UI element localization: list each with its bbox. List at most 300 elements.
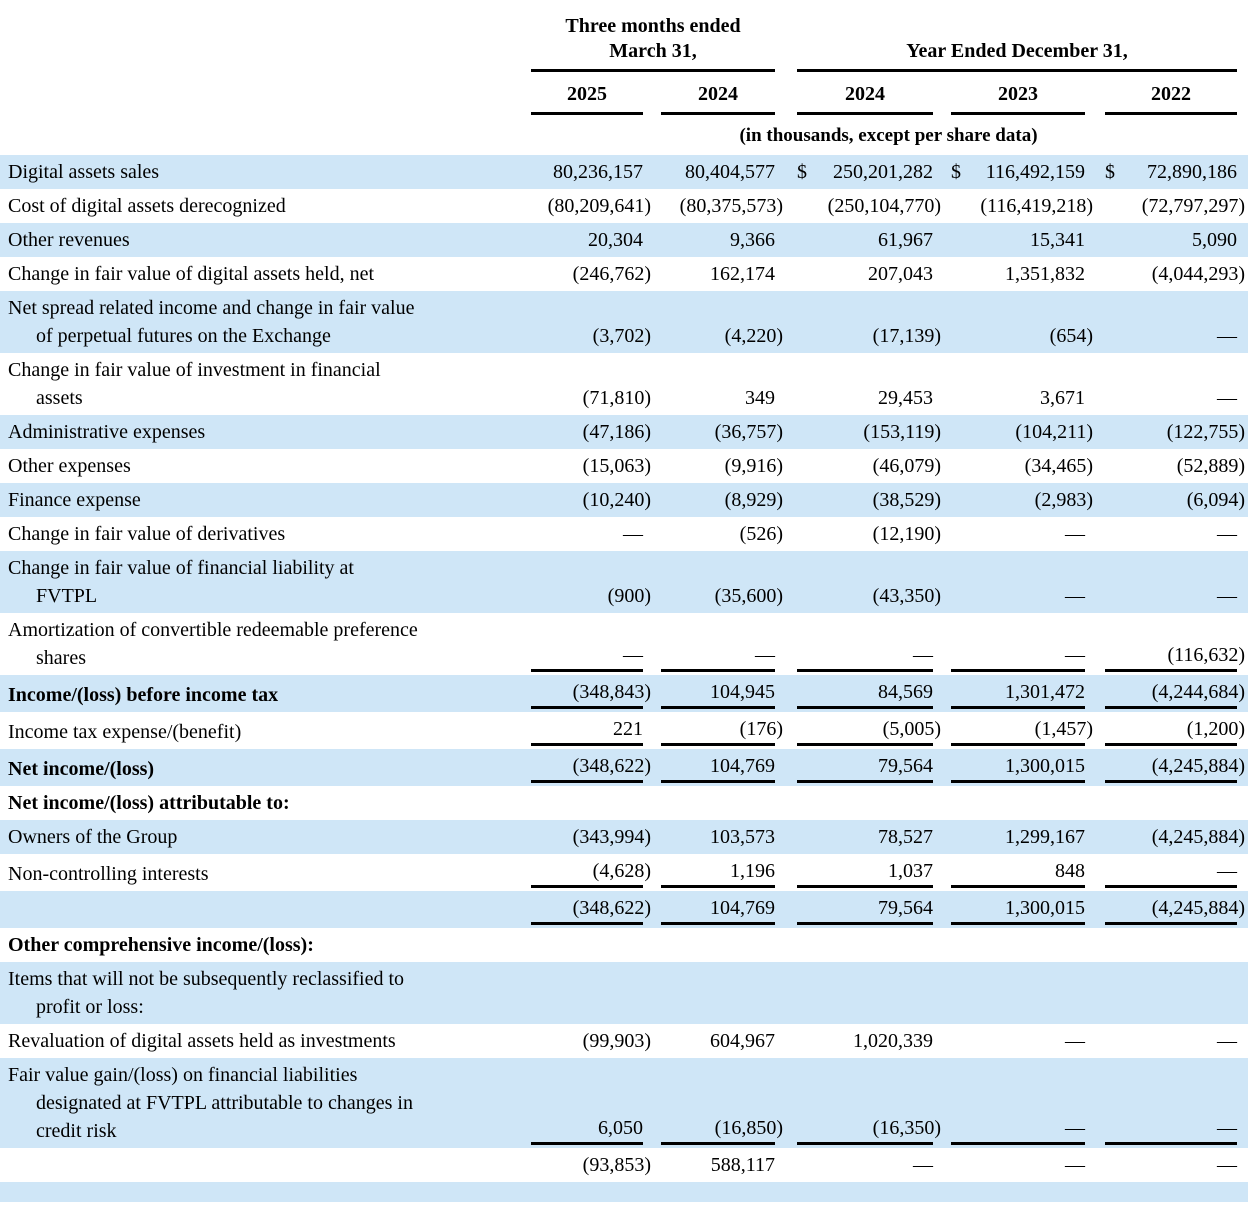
value-cell [933, 928, 1085, 962]
value-number: (9,916) [724, 455, 783, 477]
value-cell [775, 1024, 933, 1058]
value-cell [775, 155, 933, 189]
value-cell [643, 891, 775, 928]
label-column-spacer [0, 0, 529, 72]
row-label [0, 223, 529, 257]
row-label-line: Amortization of convertible redeemable preference [8, 619, 418, 641]
value-cell [1085, 1148, 1248, 1182]
table-row [0, 962, 1248, 1024]
value-cell [529, 483, 651, 517]
value-cell [933, 223, 1085, 257]
group1-line1: Three months ended [565, 15, 741, 37]
value-cell [529, 749, 651, 786]
value-cell [775, 353, 933, 415]
table-row [0, 854, 1248, 891]
row-label [0, 928, 529, 962]
value-number: — [623, 644, 643, 666]
row-label [0, 749, 529, 786]
value-number: (1,457) [1034, 718, 1093, 740]
value-cell [643, 928, 775, 962]
row-label [0, 483, 529, 517]
value-number: 72,890,186 [1147, 161, 1238, 183]
value-cell [643, 820, 775, 854]
value-cell [775, 415, 941, 449]
value-number: (654) [1049, 325, 1093, 347]
value-number: (4,220) [724, 325, 783, 347]
row-label [0, 189, 529, 223]
value-number: (250,104,770) [827, 195, 941, 217]
row-label-line: Revaluation of digital assets held as investments [8, 1030, 396, 1052]
value-cell [933, 962, 1085, 1024]
table-row [0, 551, 1248, 613]
group2-label: Year Ended December 31, [906, 40, 1128, 62]
value-number: 1,351,832 [1005, 263, 1085, 285]
value-number: 349 [745, 387, 775, 409]
value-cell [933, 483, 1093, 517]
value-number: (176) [739, 718, 783, 740]
table-row [0, 353, 1248, 415]
value-number: (343,994) [572, 826, 651, 848]
row-label-line: Non-controlling interests [8, 863, 209, 885]
value-cell [933, 155, 1085, 189]
value-number: (16,350) [872, 1117, 941, 1139]
table-row [0, 257, 1248, 291]
value-number: — [913, 644, 933, 666]
value-cell [775, 257, 933, 291]
value-cell [643, 1058, 783, 1148]
value-cell [1085, 257, 1248, 291]
value-number: (36,757) [714, 421, 783, 443]
value-number: (38,529) [872, 489, 941, 511]
column-group-row [0, 0, 1248, 72]
value-number: 588,117 [710, 1154, 775, 1176]
value-cell [933, 291, 1093, 353]
value-cell [933, 551, 1085, 613]
row-label [0, 1148, 529, 1182]
value-cell [1085, 1024, 1248, 1058]
value-number: 604,967 [710, 1030, 775, 1052]
value-cell [1085, 291, 1248, 353]
row-label [0, 786, 529, 820]
value-cell [775, 223, 933, 257]
value-number: 207,043 [868, 263, 933, 285]
value-number: — [913, 1154, 933, 1176]
row-label-line: Other revenues [8, 229, 130, 251]
column-header-2023: 2023 [933, 72, 1085, 115]
value-number: (93,853) [582, 1154, 651, 1176]
value-number: — [1217, 585, 1238, 607]
value-cell [775, 675, 933, 712]
label-column-spacer [0, 115, 529, 155]
row-label [0, 449, 529, 483]
value-cell [775, 891, 933, 928]
value-number: (4,244,684) [1151, 681, 1246, 703]
row-label-line: Net income/(loss) attributable to: [8, 792, 290, 814]
value-cell [933, 517, 1085, 551]
value-cell [775, 820, 933, 854]
row-label-line: FVTPL [36, 585, 98, 607]
value-cell [643, 712, 783, 749]
value-cell [933, 891, 1085, 928]
row-label [0, 675, 529, 712]
value-number: (900) [607, 585, 651, 607]
value-cell [529, 962, 643, 1024]
value-cell [933, 257, 1085, 291]
value-number: (17,139) [872, 325, 941, 347]
value-cell [643, 257, 775, 291]
value-cell [775, 483, 941, 517]
value-cell [643, 1024, 775, 1058]
value-cell [529, 517, 643, 551]
value-cell [529, 415, 651, 449]
row-label-line: Items that will not be subsequently reclassified to [8, 968, 405, 990]
value-cell [529, 353, 651, 415]
value-number: — [1217, 860, 1238, 882]
value-cell [775, 551, 941, 613]
value-number: (16,850) [714, 1117, 783, 1139]
value-number: (52,889) [1176, 455, 1246, 477]
table-body [0, 155, 1248, 1182]
value-number: (15,063) [582, 455, 651, 477]
value-cell [933, 1148, 1085, 1182]
value-number: — [1217, 387, 1238, 409]
row-label [0, 962, 529, 1024]
row-label-line: Administrative expenses [8, 421, 206, 443]
table-row [0, 613, 1248, 675]
value-cell [529, 613, 643, 675]
value-cell [775, 189, 941, 223]
value-cell [1085, 712, 1248, 749]
value-number: (43,350) [872, 585, 941, 607]
value-cell [1085, 786, 1248, 820]
row-label-line: Other expenses [8, 455, 131, 477]
row-label-line: profit or loss: [36, 996, 144, 1018]
value-number: 104,769 [710, 897, 775, 919]
table-row [0, 155, 1248, 189]
value-cell [775, 449, 941, 483]
value-cell [1085, 155, 1248, 189]
value-number: 80,236,157 [553, 161, 643, 183]
value-cell [529, 257, 651, 291]
value-cell [529, 786, 643, 820]
table-row [0, 749, 1248, 786]
value-number: (4,245,884) [1151, 826, 1246, 848]
table-row [0, 517, 1248, 551]
value-number: (5,005) [882, 718, 941, 740]
table-row [0, 1024, 1248, 1058]
value-number: 221 [613, 718, 643, 740]
value-number: 80,404,577 [685, 161, 775, 183]
value-number: — [1065, 644, 1085, 666]
value-cell [529, 223, 643, 257]
value-number: — [1065, 585, 1085, 607]
value-number: 848 [1055, 860, 1085, 882]
value-number: (6,094) [1186, 489, 1246, 511]
units-row [0, 115, 1248, 155]
value-number: 9,366 [730, 229, 775, 251]
value-cell [643, 675, 775, 712]
value-number: (122,755) [1166, 421, 1246, 443]
dollar-sign: $ [951, 161, 961, 183]
row-label-line: assets [36, 387, 83, 409]
value-cell [529, 1148, 651, 1182]
value-cell [643, 962, 775, 1024]
row-label [0, 353, 529, 415]
row-label-line: Cost of digital assets derecognized [8, 195, 286, 217]
value-number: 84,569 [878, 681, 933, 703]
value-number: 104,769 [710, 755, 775, 777]
value-cell [643, 415, 783, 449]
row-label [0, 517, 529, 551]
value-number: 250,201,282 [833, 161, 933, 183]
value-cell [775, 613, 933, 675]
value-cell [933, 820, 1085, 854]
value-number: (116,632) [1167, 644, 1246, 666]
value-number: 1,300,015 [1005, 755, 1085, 777]
value-number: (153,119) [863, 421, 941, 443]
row-label-line: Income/(loss) before income tax [8, 684, 279, 706]
table-row [0, 786, 1248, 820]
value-cell [933, 786, 1085, 820]
value-cell [643, 613, 775, 675]
value-cell [529, 820, 651, 854]
value-cell [1085, 517, 1248, 551]
value-number: — [623, 523, 643, 545]
table-row [0, 675, 1248, 712]
table-row [0, 928, 1248, 962]
value-cell [643, 749, 775, 786]
value-cell [1085, 928, 1248, 962]
value-number: 116,492,159 [985, 161, 1085, 183]
value-cell [643, 517, 783, 551]
value-number: (4,044,293) [1151, 263, 1246, 285]
value-number: 104,945 [710, 681, 775, 703]
dollar-sign: $ [797, 161, 807, 183]
row-label [0, 820, 529, 854]
row-label [0, 257, 529, 291]
value-cell [1085, 820, 1248, 854]
table-row [0, 1058, 1248, 1148]
row-label-line: Net income/(loss) [8, 758, 155, 780]
value-cell [1085, 189, 1248, 223]
value-number: (2,983) [1034, 489, 1093, 511]
value-cell [1085, 449, 1248, 483]
value-number: 1,301,472 [1005, 681, 1085, 703]
value-number: (4,245,884) [1151, 755, 1246, 777]
value-cell [529, 291, 651, 353]
value-cell [933, 854, 1085, 891]
value-number: (72,797,297) [1141, 195, 1246, 217]
column-header-2024-q1: 2024 [643, 72, 775, 115]
value-cell [933, 449, 1093, 483]
col-group-three-months-ended [529, 0, 775, 72]
value-cell [643, 291, 783, 353]
value-cell [1085, 891, 1248, 928]
value-number: 6,050 [598, 1117, 643, 1139]
value-number: (47,186) [582, 421, 651, 443]
value-cell [933, 749, 1085, 786]
value-number: 78,527 [878, 826, 933, 848]
value-cell [1085, 223, 1248, 257]
value-number: 1,020,339 [853, 1030, 933, 1052]
col-group-year-ended-december [775, 0, 1248, 72]
row-label [0, 854, 529, 891]
value-number: 1,300,015 [1005, 897, 1085, 919]
value-cell [529, 449, 651, 483]
label-column-spacer [0, 72, 529, 115]
row-label [0, 891, 529, 928]
value-cell [643, 483, 783, 517]
value-cell [775, 962, 933, 1024]
value-cell [1085, 551, 1248, 613]
value-number: — [1065, 1030, 1085, 1052]
column-header-2024-fy: 2024 [775, 72, 933, 115]
value-cell [529, 891, 651, 928]
value-cell [775, 928, 933, 962]
value-cell [529, 928, 643, 962]
value-number: — [1217, 523, 1238, 545]
table-header [0, 0, 1248, 155]
value-cell [1085, 749, 1248, 786]
value-number: (80,209,641) [547, 195, 651, 217]
row-label-line: Income tax expense/(benefit) [8, 721, 242, 743]
value-number: 15,341 [1030, 229, 1085, 251]
value-number: (46,079) [872, 455, 941, 477]
value-number: 20,304 [588, 229, 643, 251]
table-row [0, 712, 1248, 749]
value-cell [529, 155, 643, 189]
row-label-line: Other comprehensive income/(loss): [8, 934, 314, 956]
value-cell [529, 1024, 651, 1058]
value-number: (348,622) [572, 897, 651, 919]
value-cell [529, 189, 651, 223]
value-number: 162,174 [710, 263, 775, 285]
bottom-partial-row [0, 1182, 1248, 1202]
value-cell [1085, 483, 1248, 517]
row-label [0, 613, 529, 675]
value-number: 5,090 [1192, 229, 1238, 251]
value-cell [1085, 1058, 1248, 1148]
value-cell [529, 675, 651, 712]
value-number: — [1217, 1030, 1238, 1052]
value-number: (71,810) [582, 387, 651, 409]
value-cell [775, 1148, 933, 1182]
value-cell [529, 1058, 643, 1148]
row-label [0, 712, 529, 749]
units-note: (in thousands, except per share data) [739, 125, 1038, 146]
row-label-line: credit risk [36, 1120, 117, 1142]
value-number: (8,929) [724, 489, 783, 511]
value-number: 79,564 [878, 897, 933, 919]
dollar-sign: $ [1105, 161, 1115, 183]
value-cell [933, 189, 1093, 223]
value-number: (4,628) [592, 860, 651, 882]
value-cell [933, 1058, 1085, 1148]
value-number: (80,375,573) [679, 195, 783, 217]
value-number: — [1065, 523, 1085, 545]
value-number: (12,190) [872, 523, 941, 545]
value-cell [643, 551, 783, 613]
table-row [0, 449, 1248, 483]
value-cell [775, 712, 941, 749]
value-cell [775, 854, 933, 891]
table-row [0, 291, 1248, 353]
value-number: 3,671 [1040, 387, 1085, 409]
value-number: (348,622) [572, 755, 651, 777]
value-cell [933, 613, 1085, 675]
row-label [0, 291, 529, 353]
row-label-line: Digital assets sales [8, 161, 160, 183]
value-cell [933, 675, 1085, 712]
value-cell [529, 551, 651, 613]
row-label-line: designated at FVTPL attributable to changes in [36, 1092, 413, 1114]
column-header-2022: 2022 [1085, 72, 1248, 115]
value-number: (116,419,218) [980, 195, 1093, 217]
value-cell [1085, 962, 1248, 1024]
value-cell [933, 1024, 1085, 1058]
row-label-line: Change in fair value of financial liability at [8, 557, 354, 579]
value-cell [775, 749, 933, 786]
value-number: (246,762) [572, 263, 651, 285]
table-row [0, 223, 1248, 257]
value-cell [643, 189, 783, 223]
row-label [0, 1058, 529, 1148]
value-cell [643, 353, 775, 415]
table-row [0, 415, 1248, 449]
row-label [0, 415, 529, 449]
value-cell [1085, 613, 1248, 675]
value-number: 29,453 [878, 387, 933, 409]
table-row [0, 483, 1248, 517]
value-number: (35,600) [714, 585, 783, 607]
table-row [0, 189, 1248, 223]
value-number: (104,211) [1015, 421, 1093, 443]
group1-line2: March 31, [609, 40, 697, 62]
value-number: — [1217, 1117, 1238, 1139]
value-number: (34,465) [1024, 455, 1093, 477]
row-label-line: shares [36, 647, 86, 669]
value-number: (1,200) [1186, 718, 1246, 740]
value-number: 79,564 [878, 755, 933, 777]
row-label [0, 155, 529, 189]
value-cell [775, 786, 933, 820]
value-number: 1,299,167 [1005, 826, 1085, 848]
value-cell [933, 353, 1085, 415]
value-cell [775, 291, 941, 353]
value-number: (10,240) [582, 489, 651, 511]
row-label-line: Net spread related income and change in fair value [8, 297, 415, 319]
value-number: — [1217, 1154, 1238, 1176]
value-cell [1085, 675, 1248, 712]
value-cell [1085, 415, 1248, 449]
value-cell [775, 1058, 941, 1148]
value-number: 1,196 [730, 860, 775, 882]
row-label [0, 551, 529, 613]
table-row [0, 820, 1248, 854]
year-header-row [0, 72, 1248, 115]
value-cell [643, 854, 775, 891]
value-number: — [755, 644, 775, 666]
value-cell [643, 786, 775, 820]
value-cell [933, 415, 1093, 449]
value-number: — [1065, 1117, 1085, 1139]
value-number: 103,573 [710, 826, 775, 848]
row-label-line: Change in fair value of investment in financial [8, 359, 381, 381]
value-number: 61,967 [878, 229, 933, 251]
row-label-line: Owners of the Group [8, 826, 178, 848]
row-label-line: Finance expense [8, 489, 141, 511]
value-cell [643, 223, 775, 257]
